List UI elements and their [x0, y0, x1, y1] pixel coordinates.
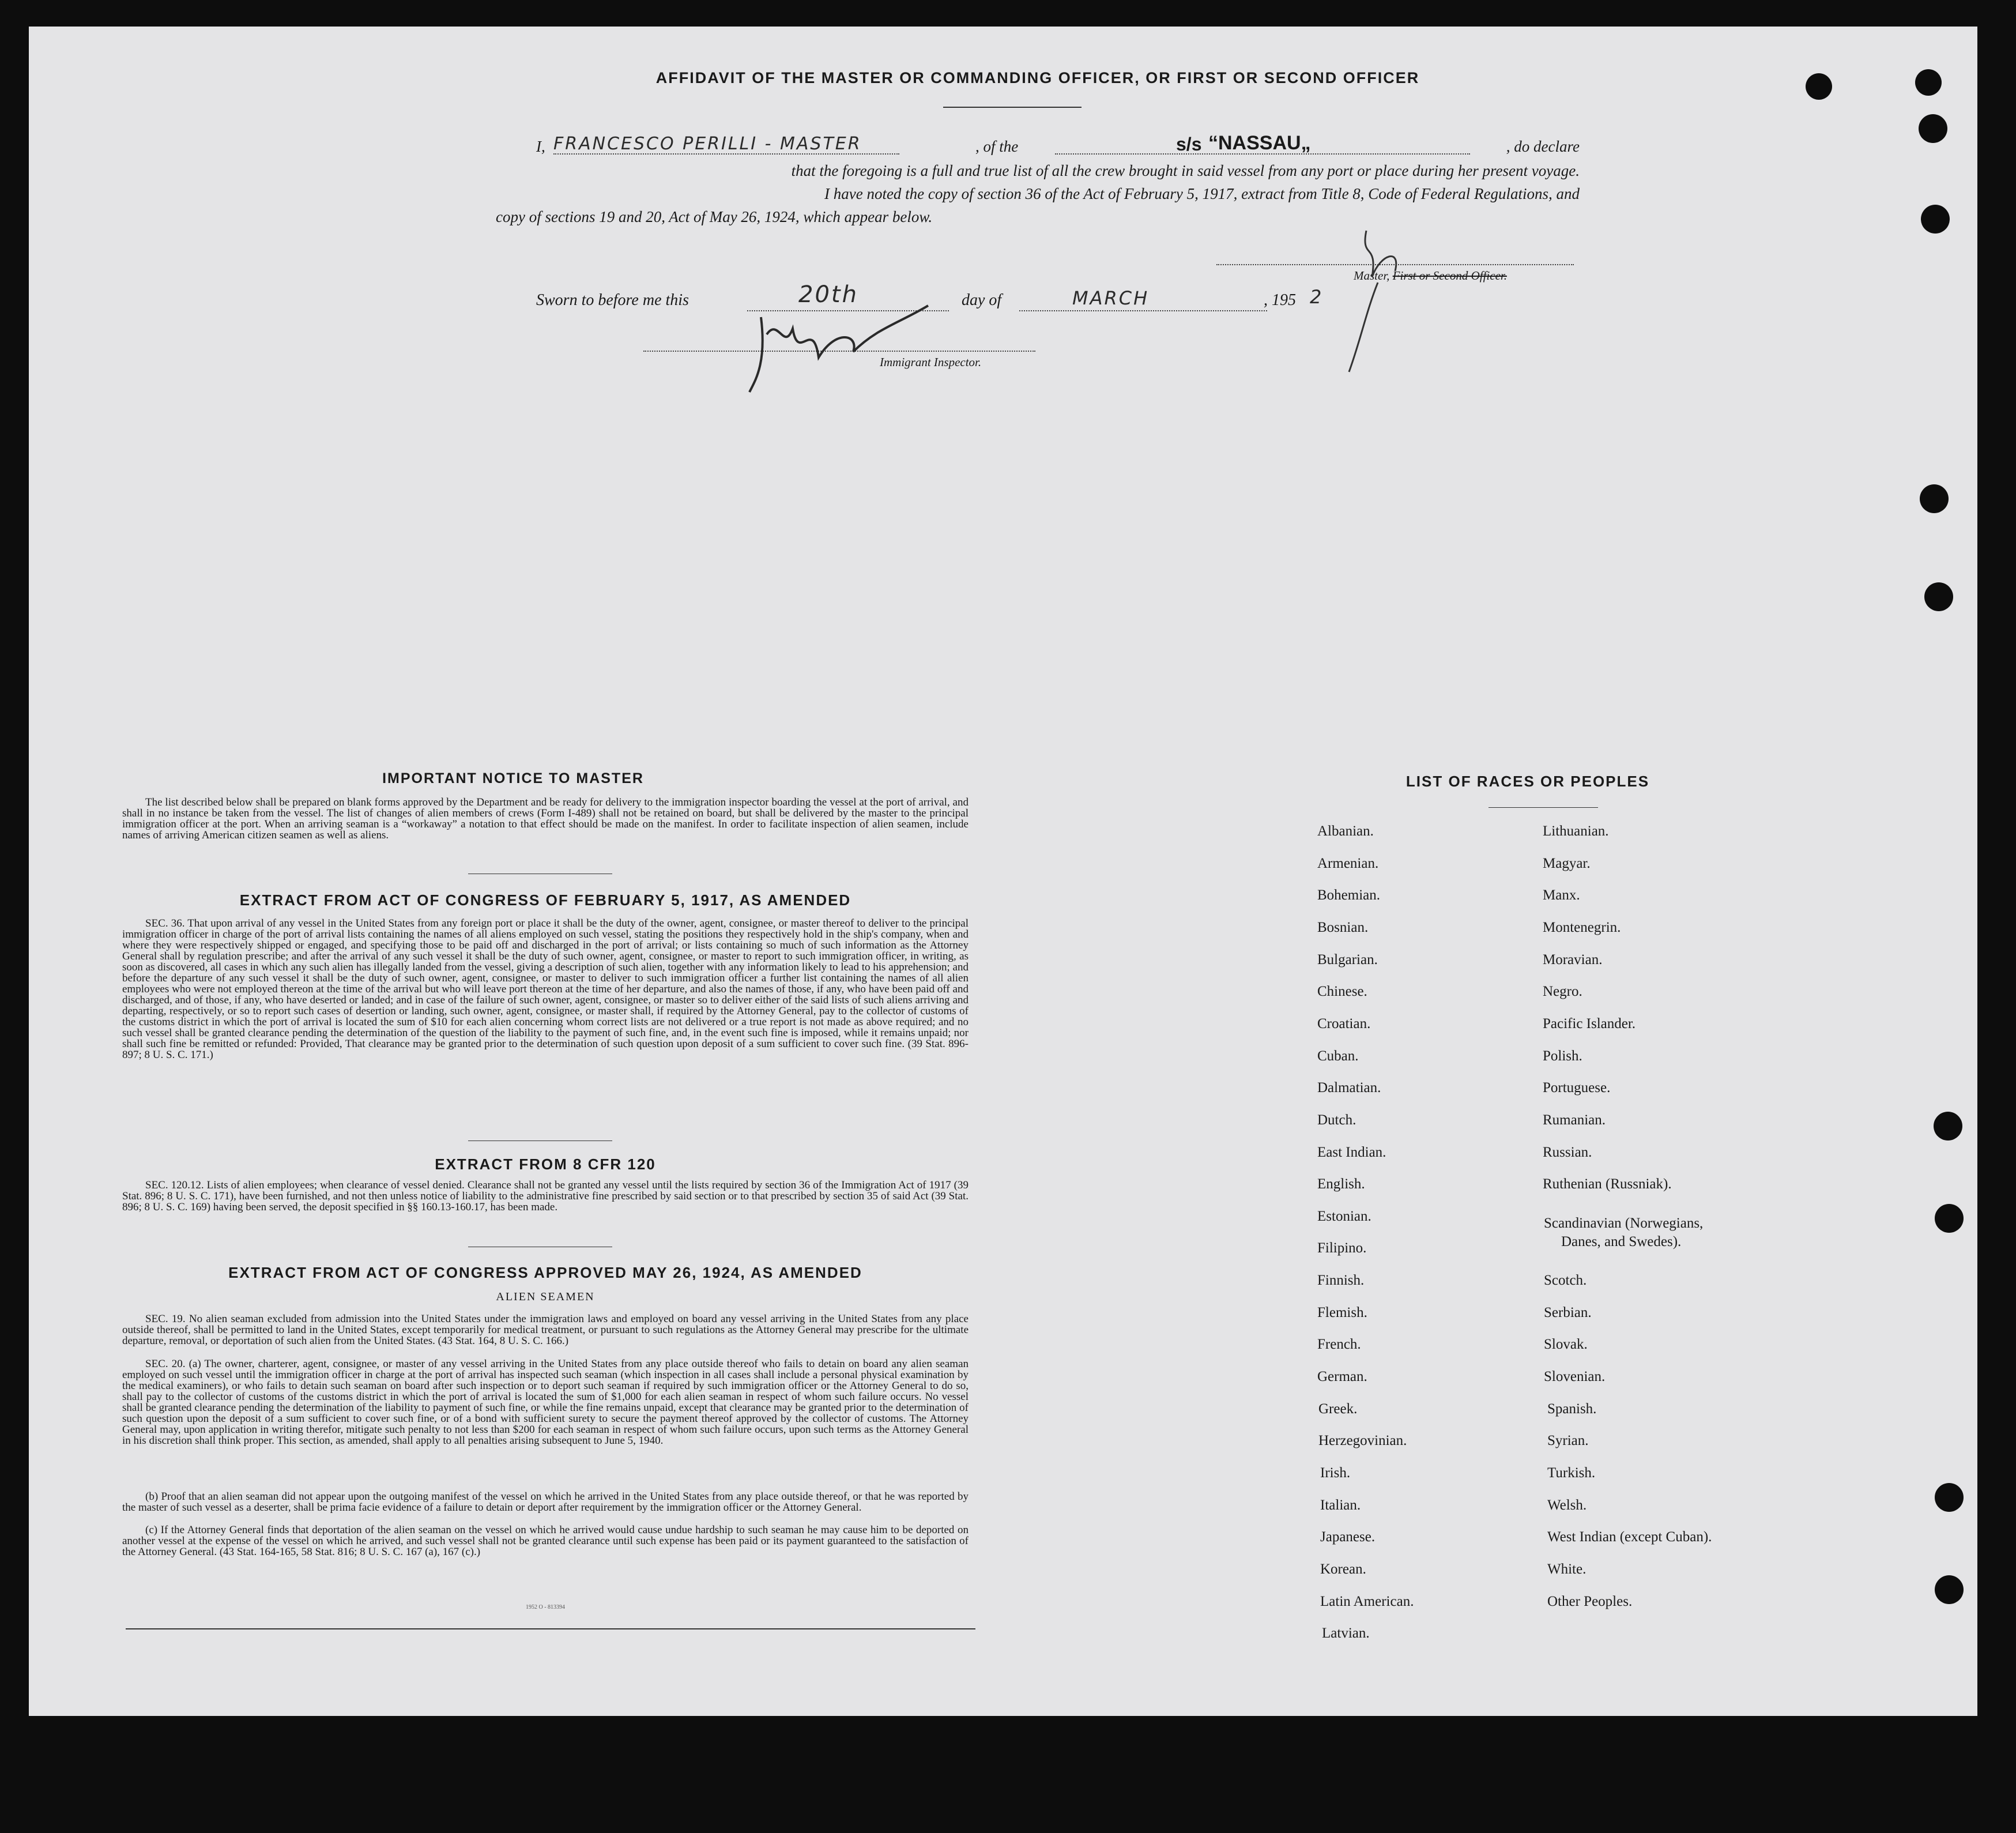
inspector-signature-svg: [744, 294, 940, 398]
race-item: Serbian.: [1544, 1305, 1592, 1320]
race-item: Latvian.: [1322, 1625, 1370, 1641]
race-item: Bohemian.: [1317, 887, 1381, 903]
binder-hole: [1934, 1112, 1962, 1141]
extract-1924-sec20c: (c) If the Attorney General finds that deportation of the alien seaman on the vessel on which he arrived would cause undue hardship to such seaman he may cause him to be deported on another vessel at the expense of the vessel on which he arrived, and such vessel shall not be granted clearance until such expense has been paid or its payment guaranteed to the satisfaction of the Attorney General. (43 Stat. 164-165, 58 Stat. 816; 8 U. S. C. 167 (a), 167 (c).): [122, 1524, 969, 1558]
race-item: Croatian.: [1317, 1016, 1371, 1032]
race-item: Dutch.: [1317, 1112, 1356, 1128]
sworn-label: Sworn to before me this: [536, 291, 689, 309]
race-item: Latin American.: [1320, 1594, 1414, 1609]
declaration-line-4: copy of sections 19 and 20, Act of May 26, 1924, which appear below.: [496, 208, 933, 225]
month-dotted-line: [1019, 310, 1267, 311]
do-declare-text: , do declare: [1506, 138, 1580, 155]
notice-text: The list described below shall be prepared on blank forms approved by the Department and be ready for delivery to the immigration inspector boarding the vessel at the port of arrival, and shall in no instance be taken from the vessel. The list of changes of alien members of crews (Form I-489) shall not be retained on board, but shall be delivered by the master to the principal immigration officer at the port. When an arriving seaman is a “workaway” a notation to that effect should be made on the manifest. In order to facilitate inspection of alien seamen, include names of arriving American citizen seamen as well as aliens.: [122, 796, 969, 841]
day-handwritten: 20th: [798, 281, 858, 308]
declaration-line-1: [496, 132, 1580, 158]
document-sheet: [29, 27, 1977, 1716]
notice-title: IMPORTANT NOTICE TO MASTER: [382, 770, 644, 786]
race-item: Rumanian.: [1543, 1112, 1606, 1128]
extract-1924-subtitle: ALIEN SEAMEN: [496, 1290, 595, 1303]
print-code: 1952 O - 813394: [525, 1604, 566, 1610]
race-item: Montenegrin.: [1543, 920, 1621, 935]
race-item: Greek.: [1318, 1401, 1358, 1417]
day-of-label: day of: [962, 291, 1002, 309]
race-item: French.: [1317, 1337, 1361, 1352]
binder-hole: [1935, 1575, 1964, 1604]
extract-1917-text: SEC. 36. That upon arrival of any vessel in the United States from any foreign port or place it shall be the duty of the owner, agent, consignee, or master thereof to deliver to the principal immigration officer in charge of the port of arrival lists containing the names of all aliens employed on such vessel, stating the positions they respectively hold in the ship's company, when and where they were respectively shipped or engaged, and specifying those to be paid off and discharged in the port of arrival; or lists containing so much of such information as the Attorney General shall by regulation prescribe; and after the arrival of any such vessel it shall be the duty of such owner, agent, consignee, or master to report to such immigration officer, in writing, as soon as discovered, all cases in which any such alien has illegally landed from the vessel, giving a description of such alien, together with any information likely to lead to his apprehension; and before the departure of any such vessel it shall be the duty of such owner, agent, consignee, or master to deliver to such immigration officer a further list containing the names of all alien employees who were not employed thereon at the time of the arrival but who will leave port thereon at the time of her departure, and also the names of those, if any, who have been paid off and discharged, and of those, if any, who have deserted or landed; and in case of the failure of such owner, agent, consignee, or master so to deliver either of the said lists of such aliens arriving and departing, respectively, or so to report such cases of desertion or landing, such owner, agent, consignee, or master shall, if required by the Attorney General, pay to the collector of customs of the customs district in which the port of arrival is located the sum of $10 for each alien concerning whom correct lists are not delivered or a true report is not made as above required; and no such vessel shall be granted clearance pending the determination of the question of the liability to the payment of such fine, and, in the event such fine is imposed, while it remains unpaid; nor shall such fine be remitted or refunded: Provided, That clearance may be granted prior to the determination of such question upon deposit of a sum sufficient to cover such fine. (39 Stat. 896-897; 8 U. S. C. 171.): [122, 917, 969, 1061]
race-item: Cuban.: [1317, 1048, 1359, 1064]
race-item: West Indian (except Cuban).: [1547, 1529, 1712, 1545]
vessel-name: “NASSAU„: [1208, 132, 1311, 154]
extract-1917-title: EXTRACT FROM ACT OF CONGRESS OF FEBRUARY 5, 1917, AS AMENDED: [239, 891, 851, 909]
race-item: English.: [1317, 1176, 1365, 1192]
race-item: Welsh.: [1547, 1497, 1587, 1513]
binder-hole: [1915, 69, 1942, 96]
race-item: Moravian.: [1543, 952, 1603, 968]
race-item: Filipino.: [1317, 1240, 1367, 1256]
extract-1924-title: EXTRACT FROM ACT OF CONGRESS APPROVED MAY 26, 1924, AS AMENDED: [228, 1264, 862, 1281]
race-item: Manx.: [1543, 887, 1580, 903]
race-item: Bosnian.: [1317, 920, 1369, 935]
race-item: Herzegovinian.: [1318, 1433, 1407, 1448]
binder-hole: [1921, 205, 1950, 234]
race-item: Danes, and Swedes).: [1561, 1234, 1682, 1249]
race-item: Italian.: [1320, 1497, 1361, 1513]
race-item: Finnish.: [1317, 1273, 1365, 1288]
race-item: Lithuanian.: [1543, 823, 1609, 839]
race-item: Japanese.: [1320, 1529, 1376, 1545]
race-item: East Indian.: [1317, 1145, 1386, 1160]
race-item: German.: [1317, 1369, 1367, 1384]
year-prefix: , 195: [1264, 291, 1296, 309]
race-item: Turkish.: [1547, 1465, 1596, 1481]
name-dotted-line: [553, 153, 899, 155]
race-item: Albanian.: [1317, 823, 1374, 839]
master-caption-text: Master,: [1354, 269, 1390, 283]
race-item: Russian.: [1543, 1145, 1592, 1160]
bottom-rule: [126, 1628, 975, 1629]
race-item: Scotch.: [1544, 1273, 1587, 1288]
races-title: LIST OF RACES OR PEOPLES: [1405, 773, 1650, 790]
declaration-line-2: that the foregoing is a full and true list of all the crew brought in said vessel from any port or place during her present voyage.: [791, 162, 1580, 179]
binder-hole: [1935, 1483, 1964, 1512]
race-item: Negro.: [1543, 984, 1582, 999]
race-item: White.: [1547, 1561, 1587, 1577]
affidavit-title: AFFIDAVIT OF THE MASTER OR COMMANDING OFFICER, OR FIRST OR SECOND OFFICER: [655, 69, 1420, 86]
race-item: Syrian.: [1547, 1433, 1589, 1448]
title-rule: [943, 107, 1082, 108]
master-name-handwritten: FRANCESCO PERILLI - MASTER: [553, 134, 862, 154]
race-item: Spanish.: [1547, 1401, 1597, 1417]
race-item: Korean.: [1320, 1561, 1366, 1577]
extract-1924-sec20a: SEC. 20. (a) The owner, charterer, agent, consignee, or master of any vessel arriving in the United States from any place outside thereof who fails to detain on board any alien seaman employed on such vessel until the immigration officer in charge at the port of arrival has inspected such seaman (which inspection in all cases shall include a personal physical examination by the medical examiners), or who fails to detain such seaman on board after such inspection or to deport such seaman if required by such immigration officer or the Attorney General to do so, shall pay to the collector of customs of the customs district in which the port of arrival is located the sum of $1,000 for each alien seaman in respect of whom such failure occurs. No vessel shall be granted clearance pending the determination of the liability to payment of such fine, or while the fine remains unpaid, except that clearance may be granted prior to the determination of such question upon the deposit of a sum sufficient to cover such fine, or of a bond with sufficient surety to secure the payment thereof approved by the collector of customs. The Attorney General may, upon application in writing therefor, mitigate such penalty to not less than $200 for each seaman in respect of whom such failure occurs, upon such terms as the Attorney General in his discretion shall think proper. This section, as amended, shall apply to all penalties arising subsequent to June 5, 1940.: [122, 1358, 969, 1447]
race-item: Ruthenian (Russniak).: [1543, 1176, 1672, 1192]
race-item: Magyar.: [1543, 856, 1591, 871]
binder-hole: [1920, 484, 1949, 513]
race-item: Irish.: [1320, 1465, 1351, 1481]
binder-hole: [1924, 582, 1953, 611]
year-handwritten: 2: [1310, 286, 1324, 308]
master-signature-svg: [1326, 208, 1441, 375]
struck-officer-caption: First or Second Officer.: [1392, 269, 1507, 283]
month-handwritten: MARCH: [1072, 287, 1150, 309]
master-signature-scrawl: [1326, 208, 1441, 375]
race-item: Armenian.: [1317, 856, 1379, 871]
declaration-pronoun: I,: [536, 138, 545, 155]
binder-hole: [1935, 1204, 1964, 1233]
extract-1924-sec20b: (b) Proof that an alien seaman did not appear upon the outgoing manifest of the vessel on which he arrived in the United States from any place outside thereof, or that he was reported by the master of such vessel as a deserter, shall be prima facie evidence of a failure to detain or deport after requirement by the immigration officer or the Attorney General.: [122, 1491, 969, 1514]
inspector-caption: Immigrant Inspector.: [880, 355, 982, 369]
binder-hole: [1806, 73, 1832, 100]
race-item: Polish.: [1543, 1048, 1582, 1064]
race-item: Dalmatian.: [1317, 1080, 1381, 1096]
races-rule: [1489, 807, 1598, 808]
race-item: Estonian.: [1317, 1209, 1371, 1224]
race-item: Chinese.: [1317, 984, 1367, 999]
race-item: Bulgarian.: [1317, 952, 1378, 968]
extract-cfr-text: SEC. 120.12. Lists of alien employees; when clearance of vessel denied. Clearance shall not be granted any vessel until the lists required by section 36 of the Immigration Act of 1917 (39 Stat. 896; 8 U. S. C. 171), have been furnished, and not then unless notice of liability to the administrative fine prescribed by said section or to that prescribed by section 35 of said Act (39 Stat. 896; 8 U. S. C. 169) having been served, the deposit specified in §§ 160.13-160.17, has been made.: [122, 1179, 969, 1213]
binder-hole: [1919, 114, 1947, 143]
extract-cfr-title: EXTRACT FROM 8 CFR 120: [435, 1155, 656, 1173]
vessel-prefix: s/s: [1176, 134, 1202, 155]
race-item: Slovenian.: [1544, 1369, 1606, 1384]
declaration-line-3: I have noted the copy of section 36 of the Act of February 5, 1917, extract from Title 8, Code of Federal Regulations, and: [824, 185, 1580, 202]
inspector-signature-scrawl: [744, 294, 940, 398]
race-item: Slovak.: [1544, 1337, 1588, 1352]
extract-1924-sec19: SEC. 19. No alien seaman excluded from admission into the United States under the immigration laws and employed on board any vessel arriving in the United States from any place outside thereof, shall be permitted to land in the United States, except temporarily for medical treatment, or pursuant to such regulations as the Attorney General may prescribe for the ultimate departure, removal, or deportation of such alien from the United States. (43 Stat. 164, 8 U. S. C. 166.): [122, 1313, 969, 1347]
of-the-text: , of the: [975, 138, 1019, 155]
race-item: Pacific Islander.: [1543, 1016, 1636, 1032]
race-item: Other Peoples.: [1547, 1594, 1633, 1609]
race-item: Portuguese.: [1543, 1080, 1611, 1096]
race-item: Flemish.: [1317, 1305, 1367, 1320]
race-item: Scandinavian (Norwegians,: [1544, 1215, 1704, 1231]
